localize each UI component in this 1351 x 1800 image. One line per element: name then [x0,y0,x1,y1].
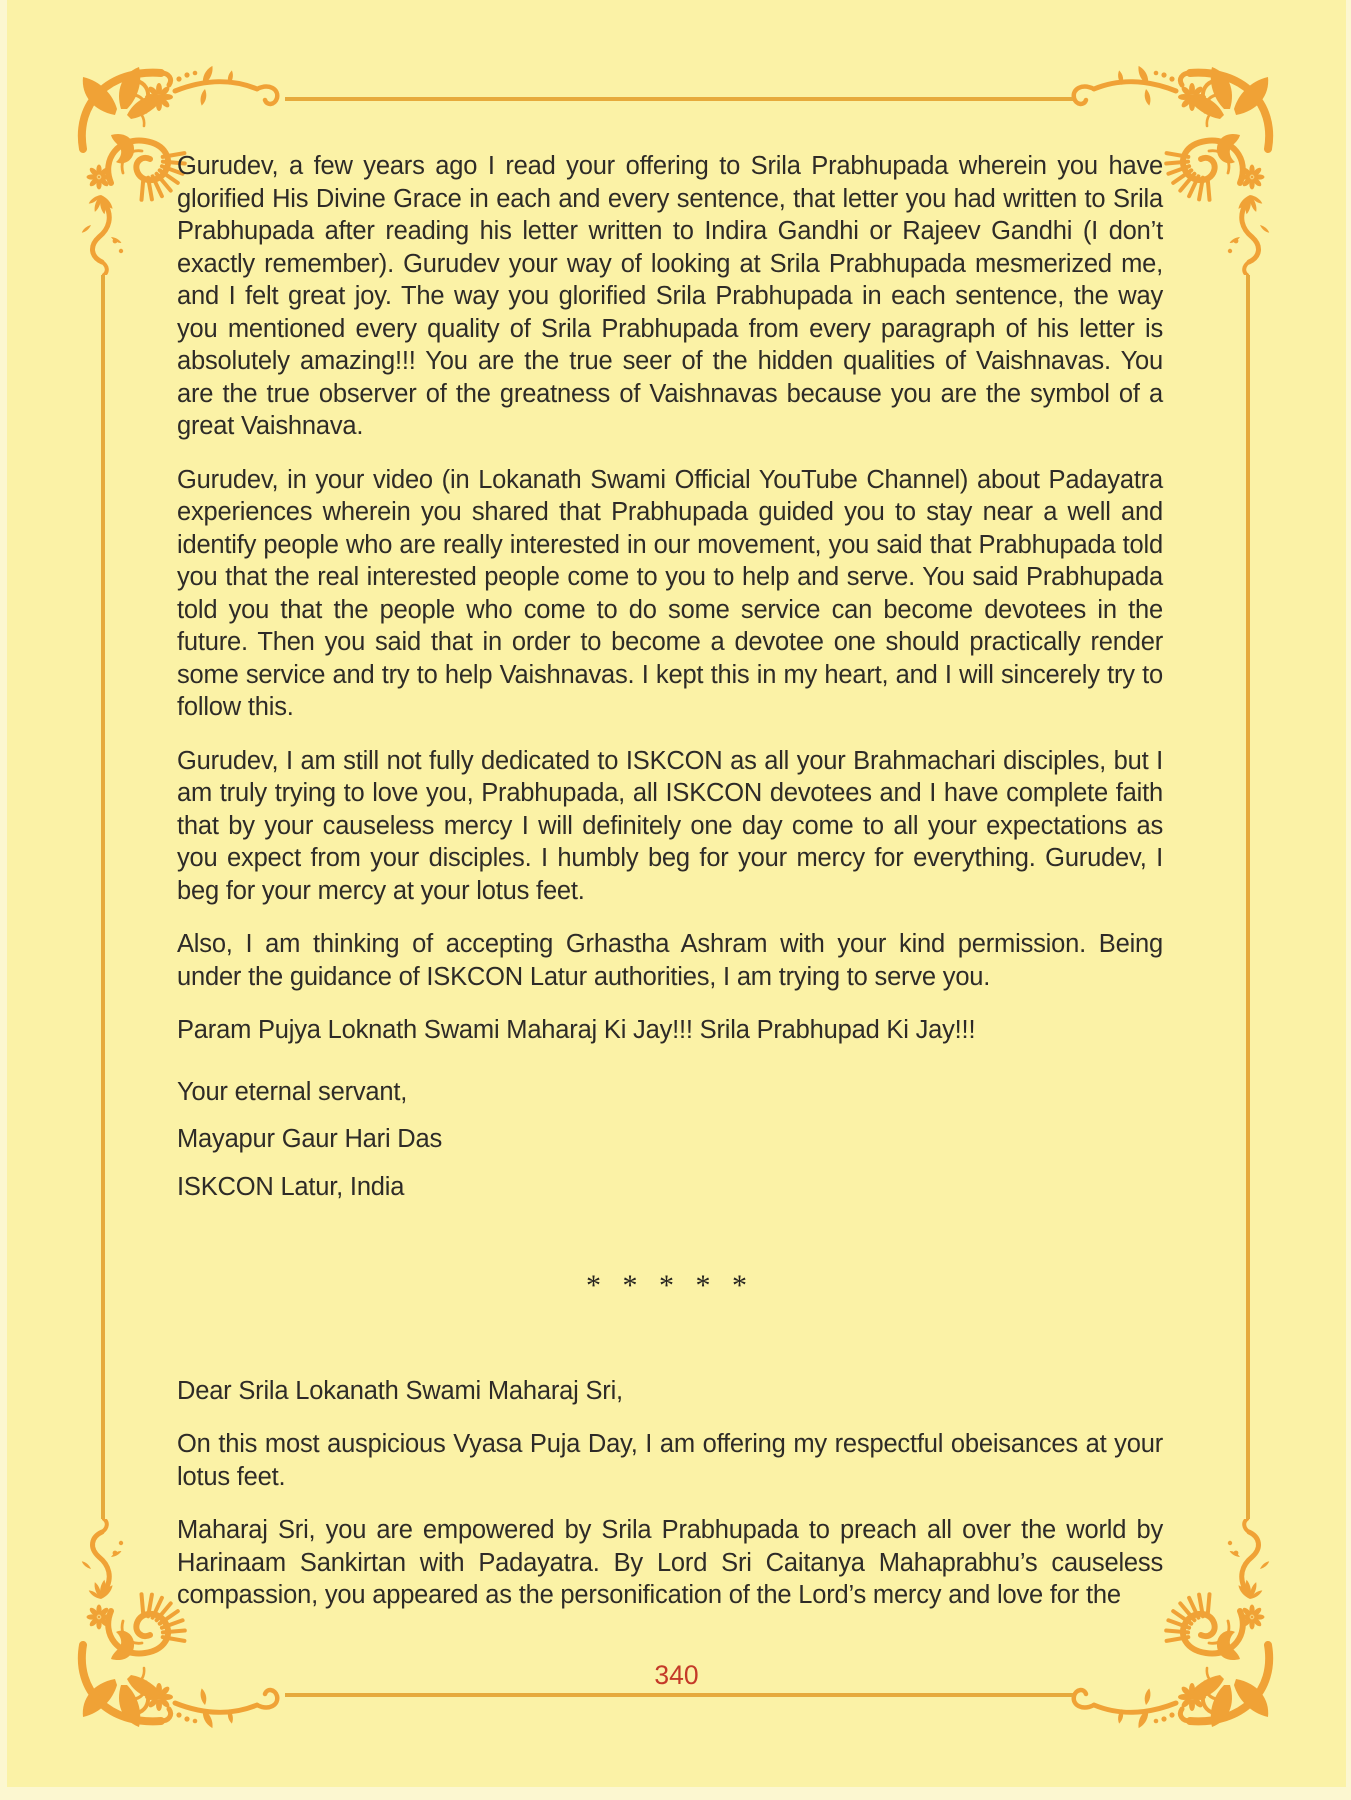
book-page [7,0,1346,1787]
letter-body [177,150,1163,1633]
letter1-paragraph: Gurudev, in your video (in Lokanath Swami Official YouTube Channel) about Padayatra experiences wherein you shared that Prabhupada guided you to stay near a well and identify people who are really interested in our movement, you said that Prabhupada told you that the real interested people come to you to help and serve. You said Prabhupada told you that the people who come to do some service can become devotees in the future. Then you said that in order to become a devotee one should practically render some service and try to help Vaishnavas. I kept this in my heart, and I will sincerely try to follow this. [177,465,1163,721]
border-line-right [1246,275,1250,1519]
letter1-paragraph: Gurudev, a few years ago I read your offering to Srila Prabhupada wherein you have glorified His Divine Grace in each and every sentence, that letter you had written to Srila Prabhupada after reading his letter written to Indira Gandhi or Rajeev Gandhi (I don’t exactly remember). Gurudev your way of looking at Srila Prabhupada mesmerized me, and I felt great joy. The way you glorified Srila Prabhupada in each sentence, the way you mentioned every quality of Srila Prabhupada from every paragraph of his letter is absolutely amazing!!! You are the true seer of the hidden qualities of Vaishnavas. You are the true observer of the greatness of Vaishnavas because you are the symbol of a great Vaishnava. [177,152,1163,440]
signature-block [177,1076,1163,1204]
border-line-top [285,97,1073,101]
border-line-bottom [285,1693,1073,1697]
letter1-paragraph: Gurudev, I am still not fully dedicated to ISKCON as all your Brahmachari disciples, but I am truly trying to love you, Prabhupada, all ISKCON devotees and I have complete faith that by your causeless mercy I will definitely one day come to all your expectations as you expect from your disciples. I humbly beg for your mercy for everything. Gurudev, I beg for your mercy at your lotus feet. [177,746,1163,905]
jay-exclamation-line: Param Pujya Loknath Swami Maharaj Ki Jay!!! Srila Prabhupad Ki Jay!!! [177,1016,976,1044]
letter2-salutation: Dear Srila Lokanath Swami Maharaj Sri, [177,1376,623,1405]
border-line-left [101,275,105,1519]
letter2-paragraph: Maharaj Sri, you are empowered by Srila Prabhupada to preach all over the world by Harinaam Sankirtan with Padayatra. By Lord Sri Caitanya Mahaprabhu’s causeless compassion, you appeared as the personification of the Lord’s mercy and love for the [177,1516,1163,1609]
signature-location: ISKCON Latur, India [177,1172,405,1201]
letter1-paragraph: Also, I am thinking of accepting Grhastha Ashram with your kind permission. Being under the guidance of ISKCON Latur authorities, I am trying to serve you. [177,930,1163,991]
letter2-paragraph: On this most auspicious Vyasa Puja Day, I am offering my respectful obeisances at your lotus feet. [177,1430,1163,1491]
section-separator-stars: * * * * * [586,1269,754,1302]
signature-name: Mayapur Gaur Hari Das [177,1125,443,1153]
signature-closing: Your eternal servant, [177,1077,408,1106]
page-number: 340 [654,1660,699,1690]
